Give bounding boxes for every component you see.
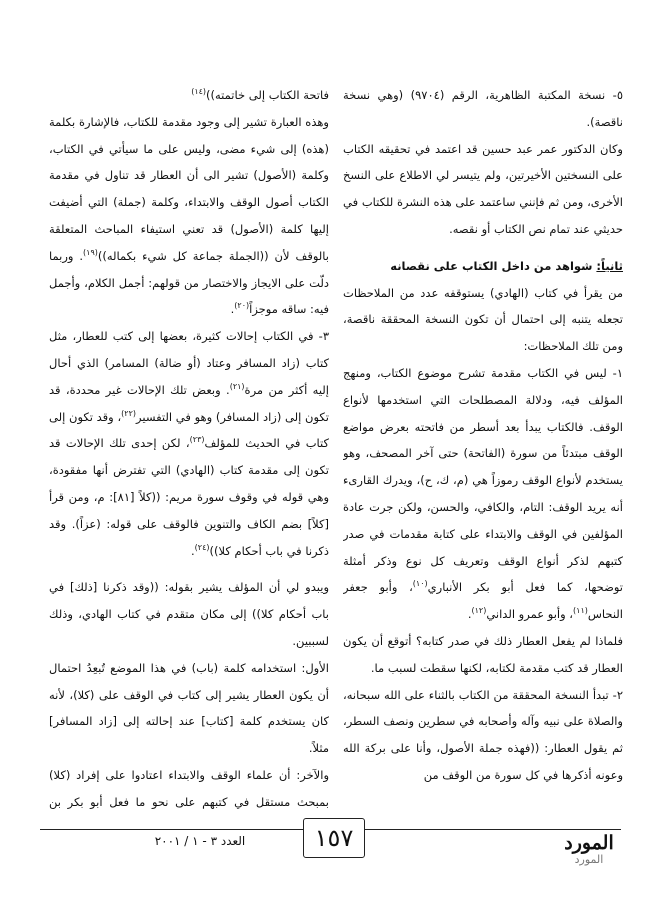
footnote-ref: (١٠): [412, 579, 428, 589]
paragraph-observation-1: ١- ليس في الكتاب مقدمة تشرح موضوع الكتاب، ومنهج المؤلف فيه، ودلالة المصطلحات التي استخدمها لأنواع الوقف. فالكتاب يبدأ بعد أسطر من فاتحته بعرض مواضع الوقف مبتدئاً من سورة (الفاتحة) حتى آخر المصحف، وهو يستخدم لأنواع الوقف رموزاً هي (م، ك، ح)، ويدرك القارىء أنه يريد الوقف: التام، والكافي، والحسن، ولكن جرت عادة المؤلفين في الوقف والابتداء على كتابة مقدمات في صدر كتبهم لذكر أنواع الوقف وتعريف كل نوع وذكر أمثلة توضحها، كما فعل أبو بكر الأنباري$^{(١٠)}$، وأبو جعفر النحاس$^{(١١)}$، وأبو عمرو الداني$^{(١٢)}$.: [343, 365, 623, 622]
paragraph-reason-1: الأول: استخدامه كلمة (باب) في هذا الموضع تُبعِدُ احتمال أن يكون العطار يشير إلى كتاب في الوقف على (كلا)، لأنه كان يستخدم كلمة [كتاب] عند إحالته إلى [زاد المسافر] مثلاً.: [49, 660, 329, 756]
footnote-ref: (١٤): [191, 87, 207, 97]
issue-label: العدد ٣ - ١ / ٢٠٠١: [154, 834, 246, 848]
paragraph-reason-2: والآخر: أن علماء الوقف والابتداء اعتادوا على إفراد (كلا) بمبحث مستقل في كتبهم على نحو ما فعل أبو بكر بن: [49, 767, 329, 809]
journal-logo-shadow: المورد: [574, 853, 604, 866]
paragraph-editor-note: وكان الدكتور عمر عبد حسين قد اعتمد في تحقيقه الكتاب على النسختين الأخيرتين، ولم يتيسر لي الاطلاع على النسخ الأخرى، ومن ثم فإنني ساعتمد على هذه النشرة للكتاب في حديثي عند تمام نص الكتاب أو نقصه.: [343, 141, 623, 236]
footnote-ref: (٢٠): [234, 301, 250, 311]
footnote-ref: (٢٣): [189, 435, 205, 445]
paragraph-manuscript-5: ٥- نسخة المكتبة الظاهرية، الرقم (٩٧٠٤) (وهي نسخة ناقصة).: [343, 88, 623, 129]
footnote-ref: (٢١): [229, 381, 245, 391]
right-column: [343, 82, 623, 813]
footnote-ref: (١١): [573, 606, 588, 616]
section-heading: ثانياً: شواهد من داخل الكتاب على نقصانه: [390, 258, 623, 273]
footnote-ref: (٢٢): [121, 408, 136, 418]
paragraph-phrase-analysis: وهذه العبارة تشير إلى وجود مقدمة للكتاب، فالإشارة بكلمة (هذه) إلى شيء مضى، وليس على ما سيأتي في الكتاب، وكلمة (الأصول) تشير الى أن العطار قد تناول في مقدمة الكتاب أصول الوقف والابتداء، وكلمة (جملة) التي أضيفت إليها كلمة (الأصول) قد تعني استيفاء المباحث المتعلقة بالوقف لأن ((الجملة جماعة كل شيء بكماله))$^{(١٩)}$. وربما دلّت على الايجاز والاختصار من قولهم: أجمل الكلام، وأجمل فيه: ساقه موجزاً$^{(٢٠)}$.: [49, 114, 329, 317]
left-column: [49, 82, 329, 813]
journal-logo: [557, 832, 621, 870]
paragraph-two-reasons: ويبدو لي أن المؤلف يشير بقوله: ((وقد ذكرنا [ذلك] في باب أحكام كلا)) إلى مكان متقدم في كتاب الهادي، وذلك لسببين.: [49, 580, 329, 648]
paragraph-observation-2: ٢- تبدأ النسخة المحققة من الكتاب بالثناء على الله سبحانه، والصلاة على نبيه وآله وأصحابه في سطرين ونصف السطر، ثم يقول العطار: ((فهذه جملة الأصول، وأنا على بركة الله وعونه أذكرها في كل سورة من الوقف من: [343, 687, 623, 782]
paragraph-observation-3: ٣- في الكتاب إحالات كثيرة، بعضها إلى كتب للعطار، مثل كتاب (زاد المسافر وعتاد (أو ضالة) المسامر) الذي أحال إليه أكثر من مرة$^{(٢١)}$. وبعض تلك الإحالات غير محددة، قد تكون إلى (زاد المسافر) وهو في التفسير$^{(٢٢)}$، وقد تكون إلى كتاب في الحديث للمؤلف$^{(٢٣)}$، لكن إحدى تلك الإحالات قد تكون إلى مقدمة كتاب (الهادي) التي تفترض أنها مفقودة، وهي قوله في وقوف سورة مريم: ((كلاً [٨١]: م، ومن قرأ [كلاً] بضم الكاف والتنوين فالوقف على قوله: (عزاً). وقد ذكرنا في باب أحكام كلا))$^{(٢٤)}$.: [49, 329, 329, 558]
paragraph-question: فلماذا لم يفعل العطار ذلك في صدر كتابه؟ أتوقع أن يكون العطار قد كتب مقدمة لكتابه، لكنها سقطت لسبب ما.: [343, 633, 623, 675]
footnote-ref: (١٢): [471, 606, 487, 616]
journal-logo-text: المورد: [564, 832, 614, 854]
paragraph-quote-end: فاتحة الكتاب إلى خاتمته))$^{(١٤)}$: [191, 87, 329, 102]
page-number: ١٥٧: [303, 818, 365, 858]
footnote-ref: (٢٤): [194, 542, 210, 552]
footnote-ref: (١٩): [83, 247, 98, 257]
paragraph-intro-observations: من يقرأ في كتاب (الهادي) يستوقفه عدد من الملاحظات تجعله يتنبه إلى احتمال أن تكون النسخة المحققة ناقصة، ومن تلك الملاحظات:: [343, 285, 623, 354]
